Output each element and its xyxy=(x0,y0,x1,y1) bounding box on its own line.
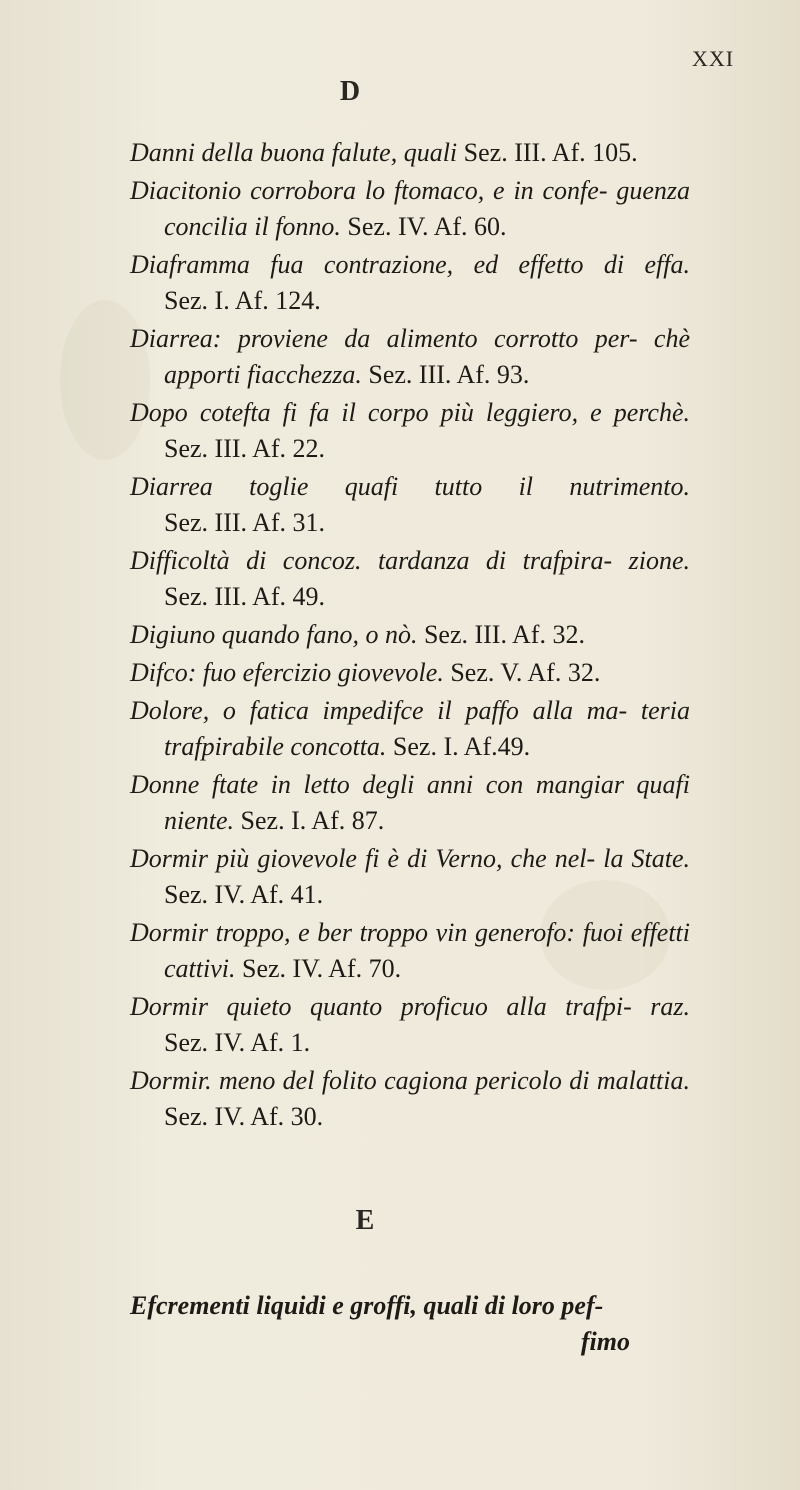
entry-reference: Sez. I. Af. 124. xyxy=(164,286,321,315)
index-entry xyxy=(130,469,690,541)
index-entry xyxy=(130,1288,690,1360)
entry-reference: Sez. V. Af. 32. xyxy=(450,658,601,687)
entry-term-continuation: fimo xyxy=(580,1327,630,1356)
entry-reference: Sez. IV. Af. 30. xyxy=(164,1102,324,1131)
index-entry xyxy=(130,767,690,839)
index-entry xyxy=(130,989,690,1061)
entry-term: Dormir troppo, e ber troppo vin generofo: fuoi effetti cattivi. xyxy=(130,918,690,983)
entry-reference: Sez. I. Af.49. xyxy=(392,732,531,761)
index-entry xyxy=(130,543,690,615)
entry-term: Dormir. meno del folito cagiona pericolo di malattia. xyxy=(130,1066,690,1095)
index-entry xyxy=(130,247,690,319)
index-entry xyxy=(130,693,690,765)
entry-term: Donne ftate in letto degli anni con mangiar quafi niente. xyxy=(130,770,690,835)
page-number: XXI xyxy=(692,46,735,71)
entry-term: Dopo cotefta fi fa il corpo più leggiero, e perchè. xyxy=(130,398,690,427)
entry-reference: Sez. IV. Af. 41. xyxy=(164,880,324,909)
entry-term: Dormir più giovevole fi è di Verno, che nel- la State. xyxy=(130,844,690,873)
entry-term: Diarrea toglie quafi tutto il nutrimento. xyxy=(130,472,690,501)
entry-term: Danni della buona falute, quali xyxy=(130,138,458,167)
entry-reference: Sez. III. Af. 49. xyxy=(164,582,326,611)
entry-term: Diarrea: proviene da alimento corrotto per- chè apporti fiacchezza. xyxy=(130,324,690,389)
index-entry xyxy=(130,915,690,987)
entry-reference: Sez. III. Af. 105. xyxy=(463,138,638,167)
entry-term: Diaframma fua contrazione, ed effetto di effa. xyxy=(130,250,690,279)
entry-reference: Sez. IV. Af. 70. xyxy=(241,954,402,983)
index-entry xyxy=(130,841,690,913)
index-entry xyxy=(130,321,690,393)
index-entries-e xyxy=(130,1262,690,1386)
index-entry xyxy=(130,1063,690,1135)
entry-term: Diacitonio corrobora lo ftomaco, e in confe- guenza concilia il fonno. xyxy=(130,176,690,241)
index-entry xyxy=(130,395,690,467)
index-entries-d xyxy=(130,135,690,1137)
entry-reference: Sez. III. Af. 32. xyxy=(423,620,585,649)
entry-reference: Sez. III. Af. 22. xyxy=(164,434,326,463)
entry-reference: Sez. III. Af. 31. xyxy=(164,508,326,537)
entry-term: Dolore, o fatica impedifce il paffo alla ma- teria trafpirabile concotta. xyxy=(130,696,690,761)
entry-term: Difficoltà di concoz. tardanza di trafpira- zione. xyxy=(130,546,690,575)
entry-reference: Sez. III. Af. 93. xyxy=(368,360,530,389)
entry-reference: Sez. I. Af. 87. xyxy=(240,806,385,835)
index-entry xyxy=(130,617,690,653)
entry-reference: Sez. IV. Af. 60. xyxy=(347,212,507,241)
entry-reference: Sez. IV. Af. 1. xyxy=(164,1028,311,1057)
section-heading-e: E xyxy=(355,1205,375,1236)
index-entry xyxy=(130,173,690,245)
entry-term-line: Efcrementi liquidi e groffi, quali di loro pef- xyxy=(130,1291,604,1320)
entry-term: Difco: fuo efercizio giovevole. xyxy=(130,658,444,687)
entry-term: Dormir quieto quanto proficuo alla trafpi- raz. xyxy=(130,992,690,1021)
index-entry xyxy=(130,135,690,171)
entry-term: Digiuno quando fano, o nò. xyxy=(130,620,418,649)
index-entry xyxy=(130,655,690,691)
section-heading-d: D xyxy=(339,76,361,107)
